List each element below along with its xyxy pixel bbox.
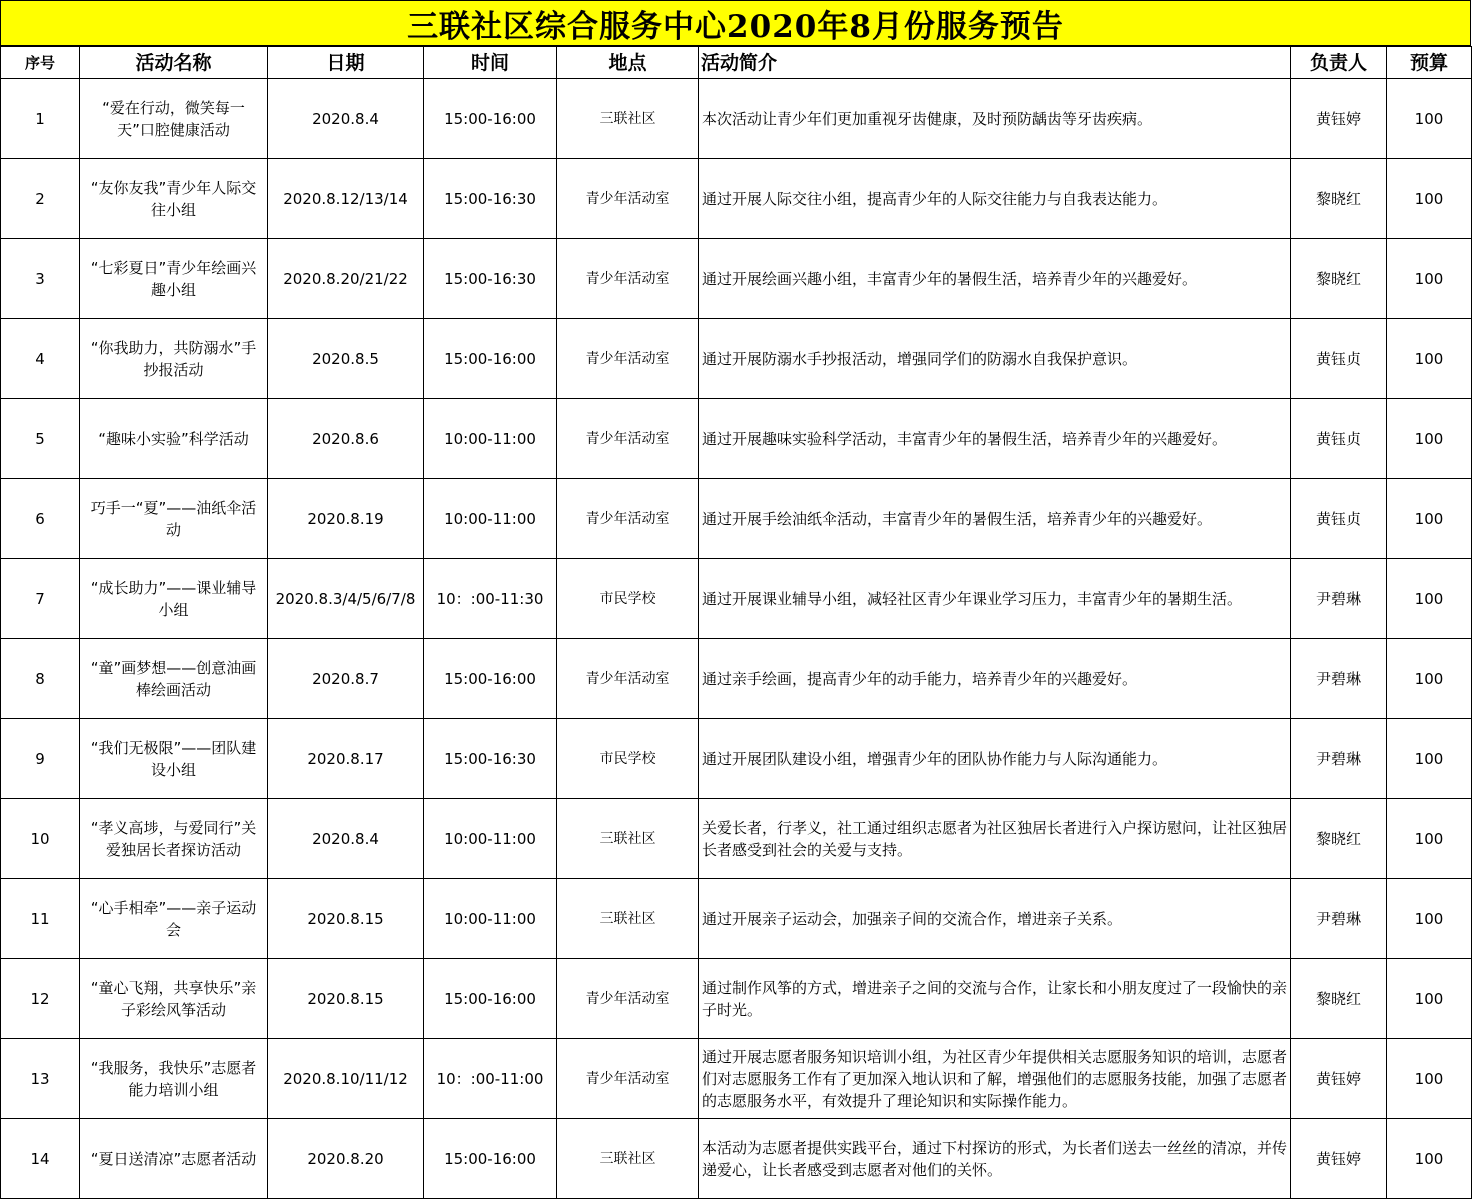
cell-name[interactable]: “成长助力”——课业辅导小组 [80, 559, 268, 639]
cell-budget[interactable]: 100 [1387, 399, 1472, 479]
cell-date[interactable]: 2020.8.7 [268, 639, 424, 719]
cell-desc[interactable]: 通过开展团队建设小组，增强青少年的团队协作能力与人际沟通能力。 [699, 719, 1291, 799]
cell-budget[interactable]: 100 [1387, 1039, 1472, 1119]
header-owner[interactable]: 负责人 [1291, 47, 1387, 79]
cell-desc[interactable]: 本活动为志愿者提供实践平台，通过下村探访的形式，为长者们送去一丝丝的清凉，并传递爱心，让长者感受到志愿者对他们的关怀。 [699, 1119, 1291, 1199]
cell-no[interactable]: 9 [1, 719, 80, 799]
cell-desc[interactable]: 通过开展绘画兴趣小组，丰富青少年的暑假生活，培养青少年的兴趣爱好。 [699, 239, 1291, 319]
cell-place[interactable]: 青少年活动室 [557, 239, 699, 319]
cell-desc[interactable]: 通过开展人际交往小组，提高青少年的人际交往能力与自我表达能力。 [699, 159, 1291, 239]
cell-name[interactable]: “夏日送清凉”志愿者活动 [80, 1119, 268, 1199]
cell-time[interactable]: 10:00-11:00 [424, 799, 557, 879]
cell-budget[interactable]: 100 [1387, 319, 1472, 399]
cell-time[interactable]: 15:00-16:00 [424, 79, 557, 159]
cell-owner[interactable]: 黄钰婷 [1291, 79, 1387, 159]
cell-time[interactable]: 10：:00-11:00 [424, 1039, 557, 1119]
cell-name[interactable]: “孝义高埗，与爱同行”关爱独居长者探访活动 [80, 799, 268, 879]
cell-owner[interactable]: 黄钰婷 [1291, 1039, 1387, 1119]
cell-owner[interactable]: 尹碧琳 [1291, 879, 1387, 959]
cell-owner[interactable]: 黄钰贞 [1291, 479, 1387, 559]
cell-no[interactable]: 7 [1, 559, 80, 639]
table-row [1, 1039, 1472, 1119]
sheet-title: 三联社区综合服务中心2020年8月份服务预告 [407, 8, 1064, 45]
cell-place[interactable]: 青少年活动室 [557, 159, 699, 239]
cell-date[interactable]: 2020.8.4 [268, 79, 424, 159]
cell-date[interactable]: 2020.8.12/13/14 [268, 159, 424, 239]
header-budget[interactable]: 预算 [1387, 47, 1472, 79]
cell-owner[interactable]: 黎晓红 [1291, 799, 1387, 879]
cell-place[interactable]: 三联社区 [557, 1119, 699, 1199]
table-row [1, 159, 1472, 239]
cell-place[interactable]: 青少年活动室 [557, 1039, 699, 1119]
cell-desc[interactable]: 通过开展防溺水手抄报活动，增强同学们的防溺水自我保护意识。 [699, 319, 1291, 399]
table-row [1, 799, 1472, 879]
cell-place[interactable]: 市民学校 [557, 559, 699, 639]
cell-no[interactable]: 12 [1, 959, 80, 1039]
table-row [1, 239, 1472, 319]
cell-no[interactable]: 11 [1, 879, 80, 959]
cell-place[interactable]: 市民学校 [557, 719, 699, 799]
cell-owner[interactable]: 尹碧琳 [1291, 559, 1387, 639]
cell-budget[interactable]: 100 [1387, 239, 1472, 319]
cell-owner[interactable]: 黎晓红 [1291, 239, 1387, 319]
cell-desc[interactable]: 关爱长者，行孝义，社工通过组织志愿者为社区独居长者进行入户探访慰问，让社区独居长者感受到社会的关爱与支持。 [699, 799, 1291, 879]
cell-no[interactable]: 8 [1, 639, 80, 719]
cell-name[interactable]: “七彩夏日”青少年绘画兴趣小组 [80, 239, 268, 319]
header-desc[interactable]: 活动简介 [699, 47, 1291, 79]
cell-budget[interactable]: 100 [1387, 879, 1472, 959]
cell-date[interactable]: 2020.8.20/21/22 [268, 239, 424, 319]
cell-owner[interactable]: 黎晓红 [1291, 959, 1387, 1039]
cell-owner[interactable]: 黎晓红 [1291, 159, 1387, 239]
cell-place[interactable]: 三联社区 [557, 799, 699, 879]
table-row [1, 479, 1472, 559]
table-row [1, 319, 1472, 399]
cell-desc[interactable]: 通过开展趣味实验科学活动，丰富青少年的暑假生活，培养青少年的兴趣爱好。 [699, 399, 1291, 479]
cell-date[interactable]: 2020.8.5 [268, 319, 424, 399]
cell-budget[interactable]: 100 [1387, 959, 1472, 1039]
cell-name[interactable]: “趣味小实验”科学活动 [80, 399, 268, 479]
cell-time[interactable]: 10:00-11:00 [424, 479, 557, 559]
cell-place[interactable]: 青少年活动室 [557, 479, 699, 559]
cell-time[interactable]: 15:00-16:30 [424, 159, 557, 239]
table-row [1, 79, 1472, 159]
table-row [1, 639, 1472, 719]
header-place[interactable]: 地点 [557, 47, 699, 79]
cell-date[interactable]: 2020.8.20 [268, 1119, 424, 1199]
cell-name[interactable]: “爱在行动，微笑每一天”口腔健康活动 [80, 79, 268, 159]
cell-budget[interactable]: 100 [1387, 719, 1472, 799]
service-schedule-table [0, 46, 1472, 1199]
cell-no[interactable]: 5 [1, 399, 80, 479]
cell-desc[interactable]: 本次活动让青少年们更加重视牙齿健康，及时预防龋齿等牙齿疾病。 [699, 79, 1291, 159]
cell-place[interactable]: 青少年活动室 [557, 399, 699, 479]
cell-budget[interactable]: 100 [1387, 79, 1472, 159]
cell-desc[interactable]: 通过制作风筝的方式，增进亲子之间的交流与合作，让家长和小朋友度过了一段愉快的亲子时光。 [699, 959, 1291, 1039]
cell-desc[interactable]: 通过开展课业辅导小组，减轻社区青少年课业学习压力，丰富青少年的暑期生活。 [699, 559, 1291, 639]
cell-time[interactable]: 10:00-11:00 [424, 399, 557, 479]
cell-no[interactable]: 1 [1, 79, 80, 159]
cell-time[interactable]: 15:00-16:00 [424, 1119, 557, 1199]
cell-owner[interactable]: 尹碧琳 [1291, 719, 1387, 799]
cell-budget[interactable]: 100 [1387, 159, 1472, 239]
header-time[interactable]: 时间 [424, 47, 557, 79]
cell-name[interactable]: 巧手一“夏”——油纸伞活动 [80, 479, 268, 559]
cell-no[interactable]: 3 [1, 239, 80, 319]
cell-time[interactable]: 10:00-11:00 [424, 879, 557, 959]
cell-budget[interactable]: 100 [1387, 639, 1472, 719]
cell-time[interactable]: 15:00-16:00 [424, 319, 557, 399]
cell-name[interactable]: “童”画梦想——创意油画棒绘画活动 [80, 639, 268, 719]
cell-place[interactable]: 青少年活动室 [557, 959, 699, 1039]
cell-no[interactable]: 14 [1, 1119, 80, 1199]
cell-name[interactable]: “童心飞翔，共享快乐”亲子彩绘风筝活动 [80, 959, 268, 1039]
cell-no[interactable]: 13 [1, 1039, 80, 1119]
cell-date[interactable]: 2020.8.3/4/5/6/7/8 [268, 559, 424, 639]
header-row [1, 47, 1472, 79]
cell-name[interactable]: “友你友我”青少年人际交往小组 [80, 159, 268, 239]
cell-budget[interactable]: 100 [1387, 479, 1472, 559]
header-name[interactable]: 活动名称 [80, 47, 268, 79]
header-no[interactable]: 序号 [1, 47, 80, 79]
table-row [1, 719, 1472, 799]
table-body [1, 79, 1472, 1199]
cell-owner[interactable]: 黄钰贞 [1291, 399, 1387, 479]
cell-desc[interactable]: 通过开展手绘油纸伞活动，丰富青少年的暑假生活，培养青少年的兴趣爱好。 [699, 479, 1291, 559]
cell-owner[interactable]: 黄钰婷 [1291, 1119, 1387, 1199]
cell-desc[interactable]: 通过亲手绘画，提高青少年的动手能力，培养青少年的兴趣爱好。 [699, 639, 1291, 719]
cell-budget[interactable]: 100 [1387, 1119, 1472, 1199]
cell-no[interactable]: 4 [1, 319, 80, 399]
cell-name[interactable]: “我们无极限”——团队建设小组 [80, 719, 268, 799]
cell-place[interactable]: 三联社区 [557, 79, 699, 159]
table-row [1, 1119, 1472, 1199]
cell-place[interactable]: 青少年活动室 [557, 639, 699, 719]
title-banner [0, 0, 1471, 46]
header-date[interactable]: 日期 [268, 47, 424, 79]
cell-name[interactable]: “你我助力，共防溺水”手抄报活动 [80, 319, 268, 399]
cell-no[interactable]: 2 [1, 159, 80, 239]
cell-name[interactable]: “心手相牵”——亲子运动会 [80, 879, 268, 959]
cell-date[interactable]: 2020.8.19 [268, 479, 424, 559]
cell-time[interactable]: 10：:00-11:30 [424, 559, 557, 639]
cell-owner[interactable]: 尹碧琳 [1291, 639, 1387, 719]
cell-date[interactable]: 2020.8.4 [268, 799, 424, 879]
cell-date[interactable]: 2020.8.15 [268, 959, 424, 1039]
table-row [1, 959, 1472, 1039]
cell-time[interactable]: 15:00-16:30 [424, 719, 557, 799]
table-row [1, 559, 1472, 639]
cell-date[interactable]: 2020.8.10/11/12 [268, 1039, 424, 1119]
cell-date[interactable]: 2020.8.6 [268, 399, 424, 479]
cell-time[interactable]: 15:00-16:00 [424, 959, 557, 1039]
cell-desc[interactable]: 通过开展志愿者服务知识培训小组，为社区青少年提供相关志愿服务知识的培训，志愿者们对志愿服务工作有了更加深入地认识和了解，增强他们的志愿服务技能，加强了志愿者的志愿服务水平，有效提升了理论知识和实际操作能力。 [699, 1039, 1291, 1119]
cell-name[interactable]: “我服务，我快乐”志愿者能力培训小组 [80, 1039, 268, 1119]
cell-no[interactable]: 10 [1, 799, 80, 879]
cell-owner[interactable]: 黄钰贞 [1291, 319, 1387, 399]
table-row [1, 879, 1472, 959]
cell-desc[interactable]: 通过开展亲子运动会，加强亲子间的交流合作，增进亲子关系。 [699, 879, 1291, 959]
cell-budget[interactable]: 100 [1387, 559, 1472, 639]
cell-budget[interactable]: 100 [1387, 799, 1472, 879]
cell-time[interactable]: 15:00-16:00 [424, 639, 557, 719]
cell-place[interactable]: 青少年活动室 [557, 319, 699, 399]
cell-place[interactable]: 三联社区 [557, 879, 699, 959]
cell-date[interactable]: 2020.8.17 [268, 719, 424, 799]
table-row [1, 399, 1472, 479]
cell-date[interactable]: 2020.8.15 [268, 879, 424, 959]
cell-no[interactable]: 6 [1, 479, 80, 559]
cell-time[interactable]: 15:00-16:30 [424, 239, 557, 319]
